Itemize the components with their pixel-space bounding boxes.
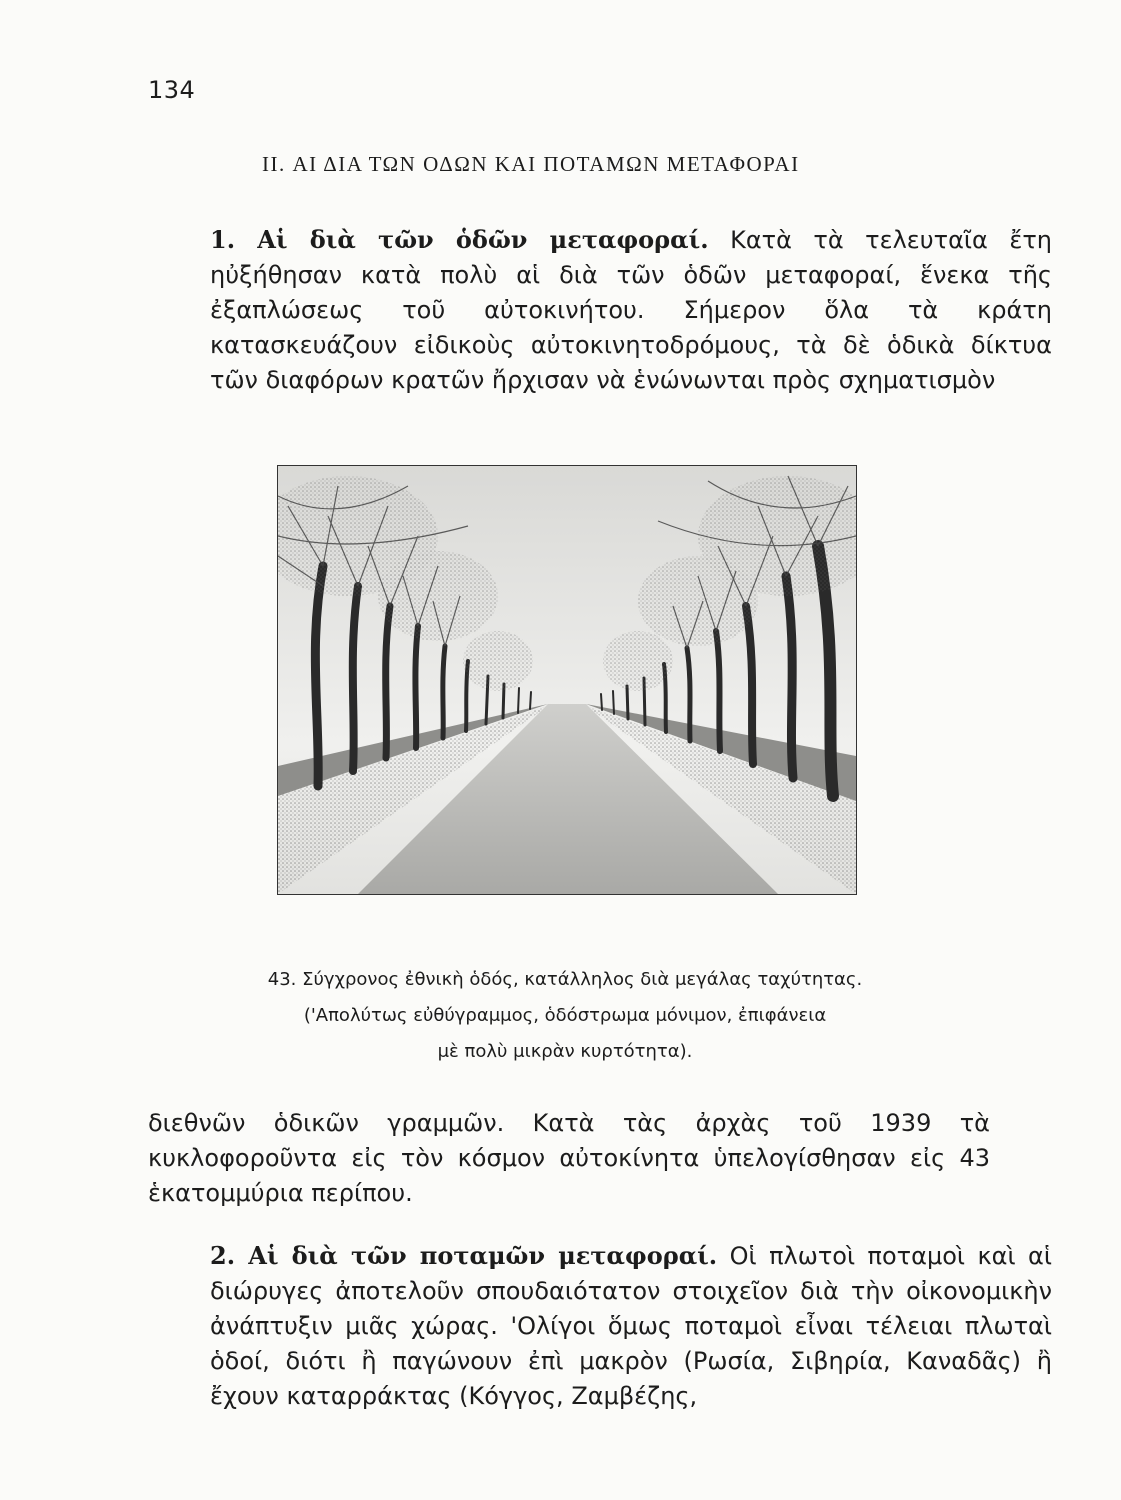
figure-caption xyxy=(175,962,955,1070)
continuation-paragraph: διεθνῶν ὁδικῶν γραμμῶν. Κατὰ τὰς ἀρχὰς τοῦ 1939 τὰ κυκλοφοροῦντα εἰς τὸν κόσμον αὐτοκίνητα ὑπελογίσθησαν εἰς 43 ἑκατομμύρια περίπου. xyxy=(148,1109,990,1207)
caption-line-3: μὲ πολὺ μικρὰν κυρτότητα). xyxy=(437,1041,693,1062)
page-number: 134 xyxy=(148,76,196,104)
caption-line-2: ('Απολύτως εὐθύγραμμος, ὁδόστρωμα μόνιμον, ἐπιφάνεια xyxy=(303,1005,827,1026)
section-2-paragraph xyxy=(148,1238,1052,1414)
section-1-paragraph xyxy=(148,222,1052,398)
caption-line-1: 43. Σύγχρονος ἐθνικὴ ὁδός, κατάλληλος διὰ μεγάλας ταχύτητας. xyxy=(267,969,863,990)
section-title: II. ΑΙ ΔΙΑ ΤΩΝ ΟΔΩΝ ΚΑΙ ΠΟΤΑΜΩΝ ΜΕΤΑΦΟΡΑΙ xyxy=(262,152,800,176)
section-2-text: Οἱ πλωτοὶ ποταμοὶ καὶ αἱ διώρυγες ἀποτελοῦν σπουδαιότατον στοιχεῖον διὰ τὴν οἰκονομικὴν ἀνάπτυξιν μιᾶς χώρας. 'Ολίγοι ὅμως ποταμοὶ εἶναι τέλειαι πλωταὶ ὁδοί, διότι ἢ παγώνουν ἐπὶ μακρὸν (Ρωσία, Σιβηρία, Καναδᾶς) ἢ ἔχουν καταρράκτας (Κόγγος, Ζαμβέζης, xyxy=(210,1242,1052,1410)
section-1-text: Κατὰ τὰ τελευταῖα ἔτη ηὐξήθησαν κατὰ πολὺ αἱ διὰ τῶν ὁδῶν μεταφοραί, ἕνεκα τῆς ἐξαπλώσεως τοῦ αὐτοκινήτου. Σήμερον ὅλα τὰ κράτη κατασκευάζουν εἰδικοὺς αὐτοκινητοδρόμους, τὰ δὲ ὁδικὰ δίκτυα τῶν διαφόρων κρατῶν ἤρχισαν νὰ ἑνώνωνται πρὸς σχηματισμὸν xyxy=(210,226,1052,394)
section-1-heading: 1. Αἱ διὰ τῶν ὁδῶν μεταφοραί. xyxy=(210,225,709,254)
tree-lined-road-image xyxy=(278,466,856,894)
road-photo xyxy=(277,465,857,895)
section-2-heading: 2. Αἱ διὰ τῶν ποταμῶν μεταφοραί. xyxy=(210,1241,718,1270)
